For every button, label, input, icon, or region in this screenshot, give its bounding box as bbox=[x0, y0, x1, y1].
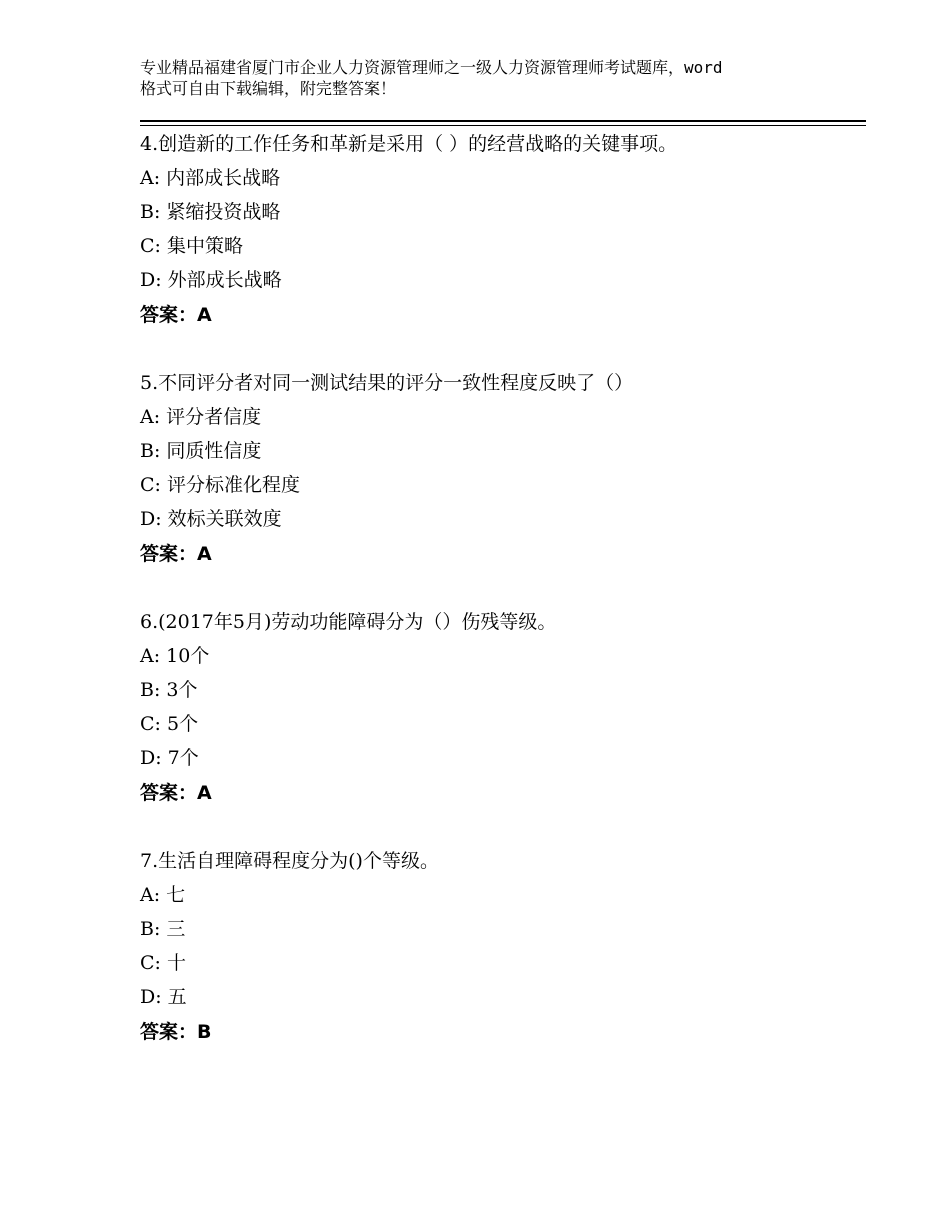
document-header bbox=[140, 57, 840, 99]
option-a: A: 10个 bbox=[140, 645, 210, 667]
question-block bbox=[140, 127, 866, 331]
header-line-1: 专业精品福建省厦门市企业人力资源管理师之一级人力资源管理师考试题库，word bbox=[140, 58, 723, 77]
option-c: C: 5个 bbox=[140, 713, 199, 735]
option-b: B: 3个 bbox=[140, 679, 198, 701]
option-c: C: 评分标准化程度 bbox=[140, 474, 300, 496]
option-c: C: 十 bbox=[140, 952, 186, 974]
option-a: A: 评分者信度 bbox=[140, 406, 262, 428]
question-block bbox=[140, 366, 866, 570]
option-d: D: 五 bbox=[140, 986, 187, 1008]
question-text: 5.不同评分者对同一测试结果的评分一致性程度反映了（） bbox=[140, 372, 634, 394]
option-a: A: 内部成长战略 bbox=[140, 167, 281, 189]
option-b: B: 三 bbox=[140, 918, 186, 940]
option-a: A: 七 bbox=[140, 884, 186, 906]
answer-line: 答案：A bbox=[140, 543, 212, 565]
answer-line: 答案：A bbox=[140, 782, 212, 804]
option-d: D: 效标关联效度 bbox=[140, 508, 282, 530]
option-b: B: 紧缩投资战略 bbox=[140, 201, 281, 223]
option-d: D: 7个 bbox=[140, 747, 199, 769]
question-text: 6.(2017年5月)劳动功能障碍分为（）伤残等级。 bbox=[140, 611, 557, 633]
header-line-2: 格式可自由下载编辑，附完整答案！ bbox=[140, 79, 397, 98]
header-divider-thin bbox=[140, 125, 866, 126]
answer-line: 答案：A bbox=[140, 304, 212, 326]
header-divider-thick bbox=[140, 120, 866, 122]
question-text: 4.创造新的工作任务和革新是采用（ ）的经营战略的关键事项。 bbox=[140, 133, 678, 155]
option-b: B: 同质性信度 bbox=[140, 440, 262, 462]
question-block bbox=[140, 844, 866, 1048]
option-d: D: 外部成长战略 bbox=[140, 269, 282, 291]
answer-line: 答案：B bbox=[140, 1021, 212, 1043]
option-c: C: 集中策略 bbox=[140, 235, 243, 257]
question-block bbox=[140, 605, 866, 809]
question-text: 7.生活自理障碍程度分为()个等级。 bbox=[140, 850, 439, 872]
